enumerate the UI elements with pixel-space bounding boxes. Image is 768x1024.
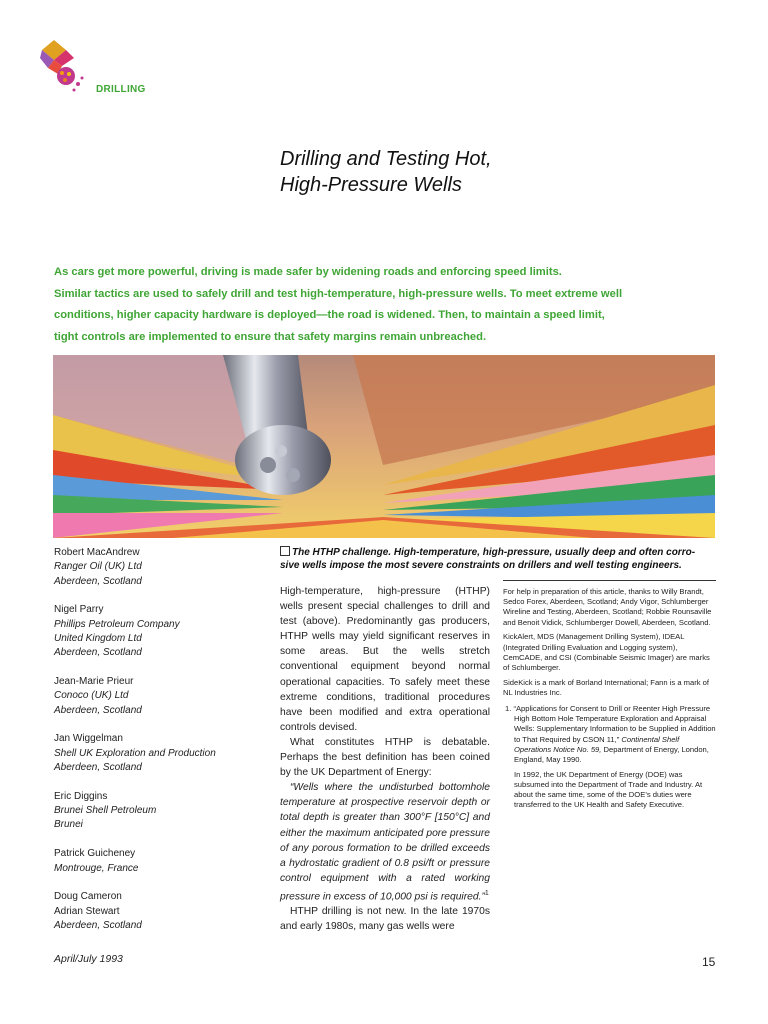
quote-text: “Wells where the undisturbed bottomhole temperature at prospective reservoir depth or total depth is greater than 300°F [150°C] and either the maximum anticipated pore pressure of any porous formation to be drilled exceeds a hydrostatic gradient of 0.8 psi/ft or pressure control equipment with a rated working pressure in excess of 10,000 psi is required.” bbox=[280, 782, 490, 903]
author-name: Adrian Stewart bbox=[54, 905, 120, 917]
intro-line: tight controls are implemented to ensure that safety margins remain unbreached. bbox=[54, 330, 487, 343]
footnote-ref: 1 bbox=[484, 889, 489, 897]
body-paragraph: HTHP drilling is not new. In the late 1970s and early 1980s, many gas wells were bbox=[280, 906, 490, 933]
sidebar-notes bbox=[503, 587, 716, 815]
author-affiliation: Brunei Shell Petroleum bbox=[54, 805, 157, 817]
author-affiliation: Phillips Petroleum Company bbox=[54, 618, 180, 630]
author-affiliation: Ranger Oil (UK) Ltd bbox=[54, 561, 142, 573]
drill-bit-illustration bbox=[53, 355, 715, 538]
author-name: Nigel Parry bbox=[54, 604, 104, 616]
author-group bbox=[54, 847, 269, 876]
intro-line: As cars get more powerful, driving is made safer by widening roads and enforcing speed limits. bbox=[54, 266, 562, 278]
footnote-text: Department of Energy, London, England, May 1990. bbox=[514, 744, 709, 765]
author-name: Jean-Marie Prieur bbox=[54, 676, 134, 688]
footnote-continued: In 1992, the UK Department of Energy (DOE) was subsumed into the Department of Trade and Industry. At about the same time, some of the DOE’s duties were transferred to the UK Health and Safety Executive. bbox=[514, 769, 703, 810]
author-list bbox=[54, 546, 269, 948]
intro-paragraph bbox=[54, 262, 714, 348]
author-name: Eric Diggins bbox=[54, 790, 108, 802]
section-label: DRILLING bbox=[96, 84, 146, 95]
drill-bit-logo-icon bbox=[40, 40, 88, 96]
author-affiliation: Montrouge, France bbox=[54, 862, 139, 874]
divider bbox=[503, 580, 716, 581]
intro-line: Similar tactics are used to safely drill and test high-temperature, high-pressure wells. To meet extreme well bbox=[54, 287, 623, 300]
author-group bbox=[54, 732, 269, 775]
author-affiliation: Conoco (UK) Ltd bbox=[54, 690, 129, 702]
author-group bbox=[54, 546, 269, 589]
article-body bbox=[280, 584, 490, 935]
trademark-note: SideKick is a mark of Borland International; Fann is a mark of NL Industries Inc. bbox=[503, 677, 709, 697]
intro-line: conditions, higher capacity hardware is deployed—the road is widened. Then, to maintain a speed limit, bbox=[54, 309, 605, 321]
footnote-text: 1. “Applications for Consent to Drill or Reenter High Pressure High Bottom Hole Temperature Exploration and Appraisal Wells: Supplementary Information to be Supplied in Addition to That Required by CSON 11,” bbox=[505, 704, 716, 744]
author-affiliation: Aberdeen, Scotland bbox=[54, 575, 142, 587]
author-affiliation: Shell UK Exploration and Production bbox=[54, 747, 216, 759]
definition-quote bbox=[280, 780, 490, 904]
author-group bbox=[54, 790, 269, 833]
author-affiliation: Aberdeen, Scotland bbox=[54, 919, 142, 931]
figure-caption bbox=[280, 546, 716, 572]
body-paragraph: High-temperature, high-pressure (HTHP) wells present special challenges to drill and test (above). Predominantly gas producers, HTHP wells may yield significant reserves in some areas. But the wells stretch conventional equipment beyond normal operational capacities. To safely meet these extreme conditions, traditional procedures have been modified and extra operational controls devised. bbox=[280, 586, 490, 733]
author-affiliation: Aberdeen, Scotland bbox=[54, 704, 142, 716]
caption-line-1: The HTHP challenge. High-temperature, high-pressure, usually deep and often corro- bbox=[292, 547, 696, 558]
page-number: 15 bbox=[702, 955, 716, 969]
caption-line-2: sive wells impose the most severe constraints on drillers and well testing engineers. bbox=[280, 560, 682, 571]
author-group bbox=[54, 890, 269, 933]
author-group bbox=[54, 603, 269, 660]
author-name: Patrick Guicheney bbox=[54, 848, 136, 860]
author-name: Robert MacAndrew bbox=[54, 547, 140, 558]
author-affiliation: Aberdeen, Scotland bbox=[54, 762, 142, 774]
checkbox-icon bbox=[280, 546, 290, 556]
author-name: Jan Wiggelman bbox=[54, 733, 123, 745]
body-paragraph: What constitutes HTHP is debatable. Perhaps the best definition has been coined by the UK Department of Energy: bbox=[280, 736, 490, 779]
title-line-1: Drilling and Testing Hot, bbox=[280, 148, 492, 170]
footnote-source: Continental Shelf Operations Notice No. 59, bbox=[514, 734, 680, 754]
article-title bbox=[280, 146, 700, 198]
issue-date: April/July 1993 bbox=[54, 953, 123, 965]
author-affiliation: Brunei bbox=[54, 819, 83, 831]
author-affiliation: United Kingdom Ltd bbox=[54, 632, 142, 644]
trademark-note: KickAlert, MDS (Management Drilling System), IDEAL (Integrated Drilling Evaluation and Logging system), CemCADE, and CSI (Combinable Seismic Imager) are marks of Schlumberger. bbox=[503, 632, 710, 672]
title-line-2: High-Pressure Wells bbox=[280, 174, 462, 196]
author-affiliation: Aberdeen, Scotland bbox=[54, 647, 142, 659]
acknowledgments: For help in preparation of this article, thanks to Willy Brandt, Sedco Forex, Aberdeen, Scotland; Andy Vigor, Schlumberger Wireline and Testing, Aberdeen, Scotland; Robbie Rounsaville and Benoit Vidick, Schlumberger Dowell, Aberdeen, Scotland. bbox=[503, 587, 712, 627]
author-group bbox=[54, 675, 269, 718]
author-name: Doug Cameron bbox=[54, 891, 122, 903]
footnote bbox=[503, 704, 716, 765]
